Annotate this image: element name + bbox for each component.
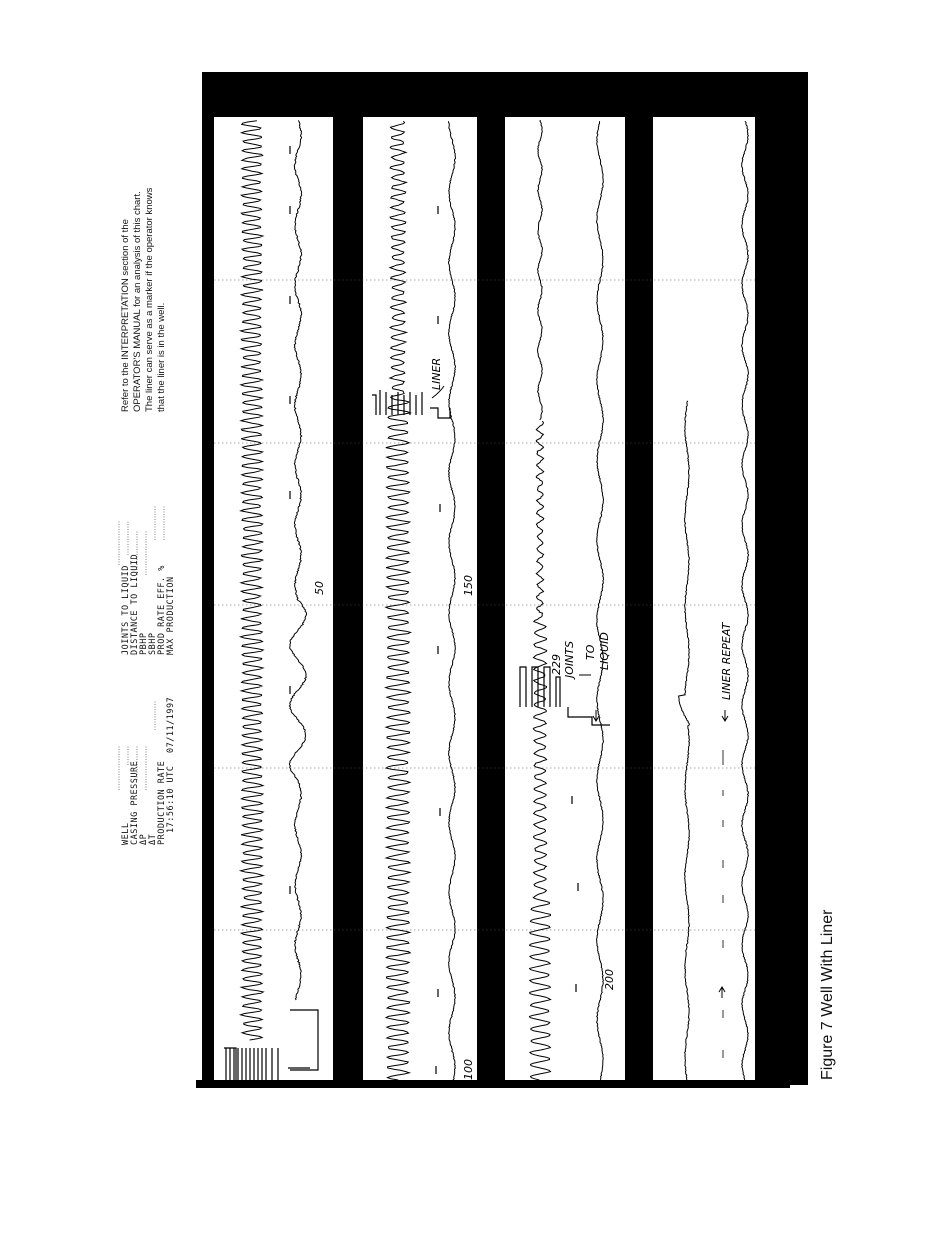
header-label-prod-rate-eff: PROD RATE EFF. % xyxy=(157,565,167,655)
annotation-joints-229: 229 xyxy=(550,654,563,675)
note-line-2: OPERATOR'S MANUAL for an analysis of this chart. xyxy=(132,191,143,412)
note-line-3: The liner can serve as a marker if the operator knows xyxy=(144,187,155,412)
header-label-distance-to-liquid: DISTANCE TO LIQUID xyxy=(130,553,140,655)
note-line-1: Refer to the INTERPRETATION section of the xyxy=(120,219,131,412)
header-label-delta-p: ΔP xyxy=(139,833,149,845)
annotation-joints: JOINTS xyxy=(563,640,576,678)
annotation-depth-50: 50 xyxy=(313,581,326,595)
interpretation-note xyxy=(120,187,167,412)
note-line-4: that the liner is in the well. xyxy=(156,302,167,412)
header-label-well: WELL xyxy=(121,822,131,845)
annotation-liquid: LIQUID xyxy=(598,632,611,670)
figure-caption: Figure 7 Well With Liner xyxy=(819,909,836,1080)
header-label-sbhp: SBHP xyxy=(148,632,158,655)
annotation-liner: LINER xyxy=(430,357,443,390)
header-label-max-production: MAX PRODUCTION xyxy=(166,576,176,655)
well-header xyxy=(119,505,176,845)
annotation-depth-100: 100 xyxy=(462,1059,475,1080)
header-label-casing-pressure: CASING PRESSURE xyxy=(130,760,140,845)
header-label-joints-to-liquid: JOINTS TO LIQUID xyxy=(121,565,131,655)
header-date: 07/11/1997 xyxy=(166,696,176,753)
header-label-pbhp: PBHP xyxy=(139,632,149,655)
annotation-to: TO xyxy=(584,644,597,660)
header-label-production-rate: PRODUCTION RATE xyxy=(157,760,167,845)
annotation-depth-150: 150 xyxy=(462,575,475,596)
annotation-depth-200: 200 xyxy=(603,969,616,990)
header-timestamp: 17:56:10 UTC xyxy=(166,765,176,833)
header-label-delta-t: ΔT xyxy=(148,833,158,845)
annotation-liner-repeat: LINER REPEAT xyxy=(720,622,733,700)
